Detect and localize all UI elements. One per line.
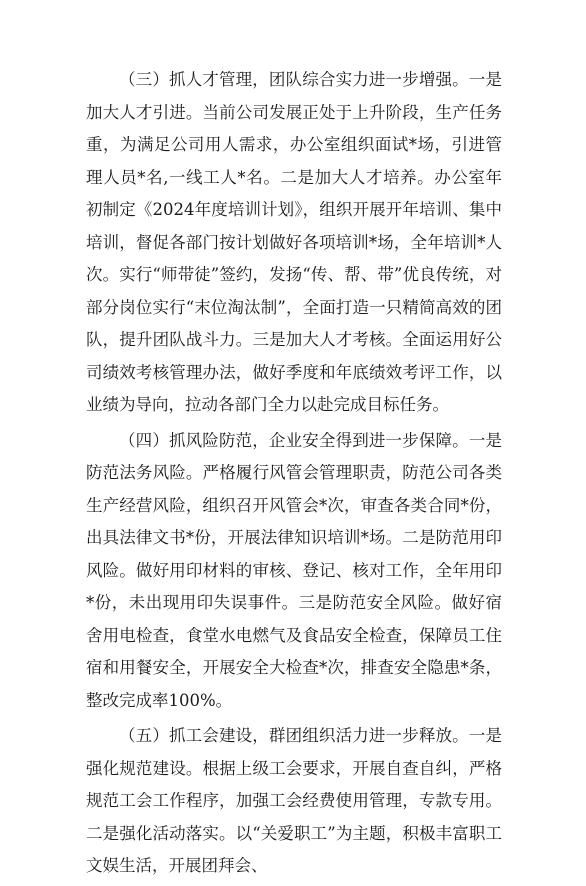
paragraph-talent-management: （三）抓人才管理，团队综合实力进一步增强。一是加大人才引进。当前公司发展正处于上升阶段，生产任务重，为满足公司用人需求，办公室组织面试*场，引进管理人员*名,一线工人*名。二是加大人才培养。办公室年初制定《2024年度培训计划》，组织开展开年培训、集中培训，督促各部门按计划做好各项培训*场，全年培训*人次。实行“师带徒”签约，发扬“传、帮、带”优良传统，对部分岗位实行“末位淘汰制”，全面打造一只精简高效的团队，提升团队战斗力。三是加大人才考核。全面运用好公司绩效考核管理办法，做好季度和年底绩效考评工作，以业绩为导向，拉动各部门全力以赴完成目标任务。: [86, 70, 502, 414]
document-body: [86, 64, 502, 886]
paragraph-risk-prevention: （四）抓风险防范，企业安全得到进一步保障。一是防范法务风险。严格履行风管会管理职责，防范公司各类生产经营风险，组织召开风管会*次，审查各类合同*份，出具法律文书*份，开展法律知识培训*场。二是防范用印风险。做好用印材料的审核、登记、核对工作，全年用印*份，未出现用印失误事件。三是防范安全风险。做好宿舍用电检查，食堂水电燃气及食品安全检查，保障员工住宿和用餐安全，开展安全大检查*次，排查安全隐患*条，整改完成率100%。: [86, 430, 502, 710]
paragraph-union-building: （五）抓工会建设，群团组织活力进一步释放。一是强化规范建设。根据上级工会要求，开展自查自纠，严格规范工会工作程序，加强工会经费使用管理，专款专用。二是强化活动落实。以“关爱职工”为主题，积极丰富职工文娱生活，开展团拜会、: [86, 726, 502, 875]
